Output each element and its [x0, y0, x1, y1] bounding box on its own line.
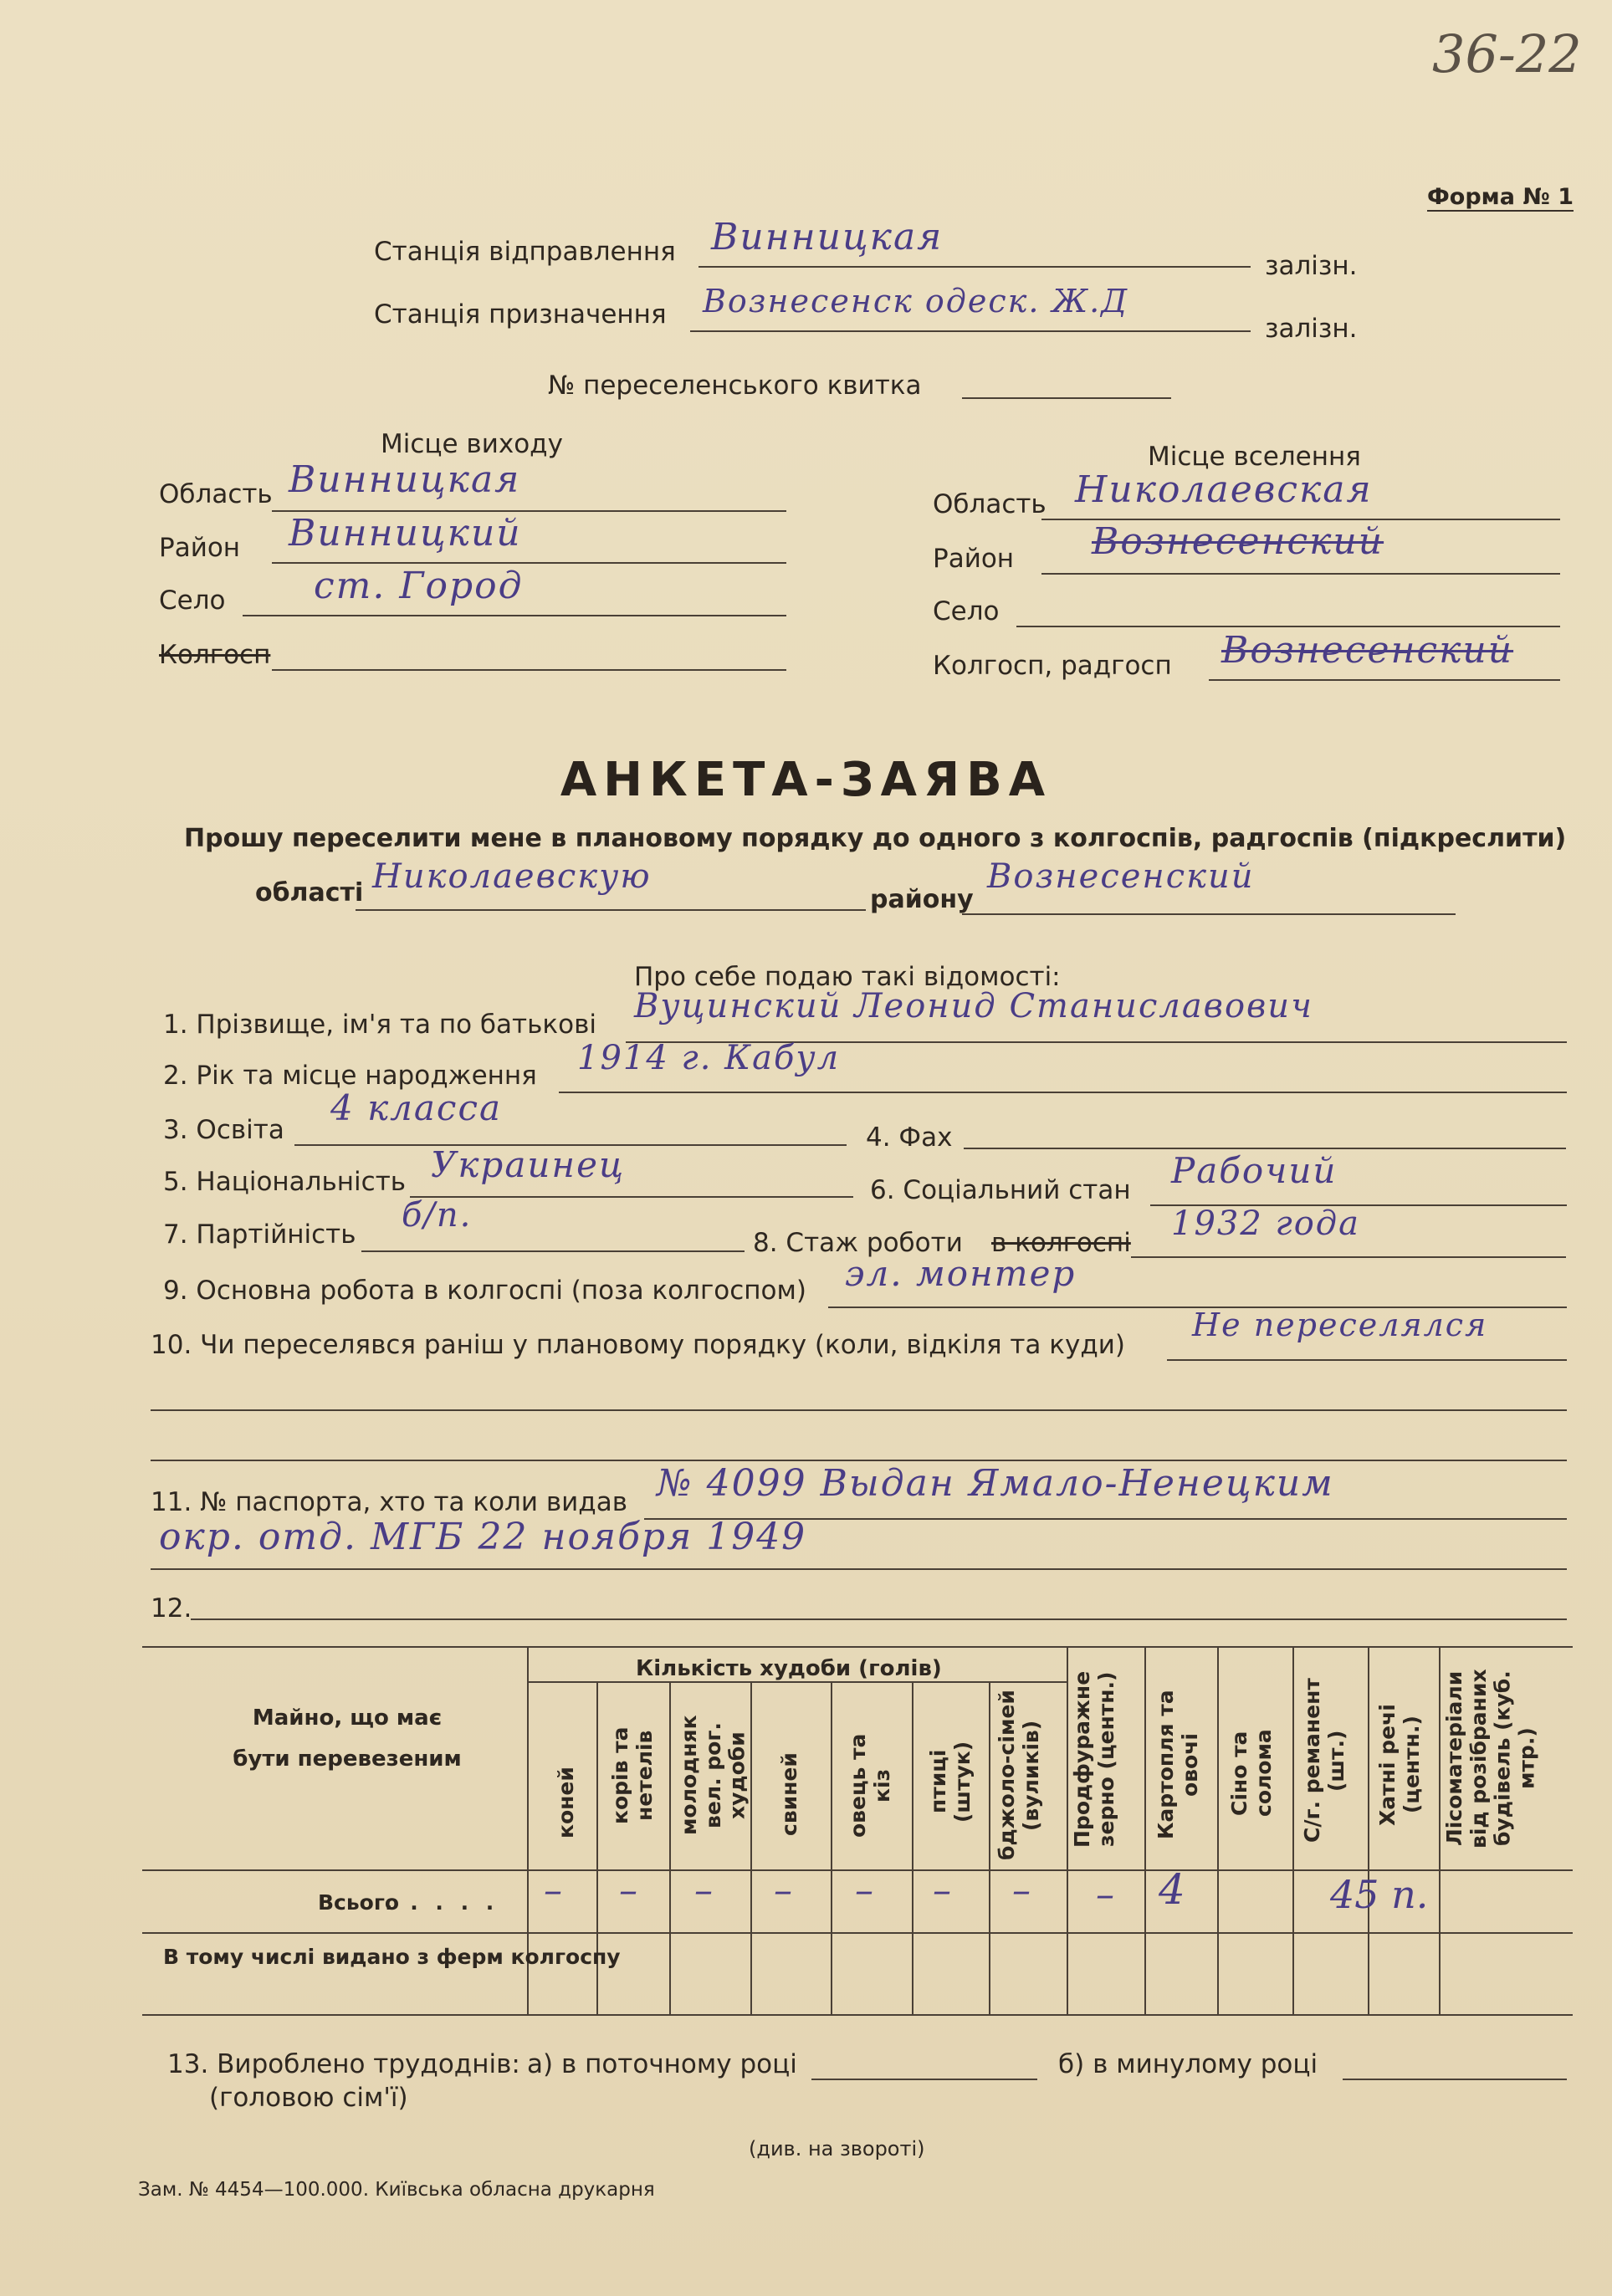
total-poultry: – [933, 1869, 951, 1912]
field-10-value: Не переселялся [1192, 1307, 1488, 1343]
col-cows: корів та нетелів [608, 1726, 657, 1824]
origin-oblast-value: Винницкая [289, 458, 521, 501]
field-3-label: 3. Освіта [163, 1115, 284, 1145]
origin-oblast-label: Область [159, 479, 273, 509]
request-rayon-value: Вознесенский [987, 857, 1255, 896]
ticket-label: № переселенського квитка [548, 371, 922, 401]
station-departure-label: Станція відправлення [374, 237, 676, 267]
rail-suffix-1: залізн. [1265, 251, 1358, 281]
workdays-a-label: а) в поточному році [527, 2049, 797, 2079]
field-3-value: 4 класса [330, 1087, 503, 1128]
workdays-label: 13. Вироблено трудоднів: [167, 2049, 520, 2079]
field-8-strike: в колгоспі [991, 1228, 1131, 1258]
col-poultry: птиці (штук) [926, 1741, 975, 1823]
col-potatoes: Картопля та овочі [1154, 1690, 1202, 1840]
rail-suffix-2: залізн. [1265, 314, 1358, 344]
destination-kolhosp-value: Вознесенский [1221, 629, 1514, 672]
destination-kolhosp-label: Колгосп, радгосп [933, 651, 1172, 681]
col-equipment: С/г. реманент (шт.) [1300, 1678, 1348, 1843]
field-11-value-2: окр. отд. МГБ 22 ноября 1949 [159, 1516, 807, 1558]
col-pigs: свиней [777, 1752, 801, 1836]
document-page: 36-22 Форма № 1 Станція відправлення Винницкая залізн. Станція призначення Вознесенск одеск. Ж.Д залізн. № переселенського квитка Місце виходу Область Винницкая Район Винницкий Село ст. Город Колгосп Місце вселення Область Николаевская Район Вознесенский Село Колгосп, радгосп Вознесенский АНКЕТА-ЗАЯВА Прошу переселити мене в плановому порядку до одного з колгоспів, радгоспів (підкреслити) області Николаевскую району Вознесенский Про себе подаю такі відомості: 1. Прізвище, ім'я та по батькові Вуцинский Леонид Станиславович 2. Рік та місце народження 1914 г. Кабул 3. Освіта 4 класса 4. Фах 5. Національність Украинец 6. Соціальний стан Рабочий 7. Партійність б/п. 8. Стаж роботи в колгоспі 1932 года 9. Основна робота в колгоспі (поза колгоспом) эл. монтер 10. Чи переселявся раніш у плановому порядку (коли, відкіля та куди) Не переселялся 11. № паспорта, хто та коли видав № 4099 Выдан Ямало-Ненецким окр. отд. МГБ 22 ноября 1949 12. Майно, що має бути перевезеним Кількість худоби (голів) коней корів та нетелів молодняк вел. рог. худоби свиней овець та кіз птиці (штук) бджоло-сімей (вуликів) Продфуражне зерно (центн.) Картопля та овочі Сіно та солома С/г. реманент (шт.) Хатні речі (центн.) Лісоматеріали від розібраних будівель (куб. мтр.) Всього . . . . . – – – – – – – – 4 45 п. В тому числі видано з ферм колгоспу 13. Вироблено трудоднів: (головою сім'ї) а) в поточному році б) в минулому році (див. на звороті) Зам. № 4454—100.000. Київська обласна друкарня [0, 0, 1612, 2296]
field-5-value: Украинец [431, 1144, 626, 1185]
total-cows: – [619, 1869, 637, 1912]
field-11-label: 11. № паспорта, хто та коли видав [151, 1487, 627, 1517]
origin-selo-label: Село [159, 586, 226, 616]
see-back-note: (див. на звороті) [749, 2137, 925, 2160]
field-12-label: 12. [151, 1593, 192, 1624]
corner-note: 36-22 [1432, 23, 1582, 84]
form-label: Форма № 1 [1427, 184, 1574, 210]
destination-rayon-value: Вознесенский [1092, 520, 1384, 563]
origin-rayon-value: Винницкий [289, 512, 522, 555]
field-11-value: № 4099 Выдан Ямало-Ненецким [657, 1462, 1334, 1505]
total-grain: – [1096, 1874, 1114, 1916]
request-text: Прошу переселити мене в плановому порядку до одного з колгоспів, радгоспів (підкреслити) [184, 824, 1567, 853]
col-young-cattle: молодняк вел. рог. худоби [677, 1715, 750, 1836]
field-2-value: 1914 г. Кабул [577, 1039, 841, 1077]
intro-text: Про себе подаю такі відомості: [634, 962, 1061, 992]
field-6-label: 6. Соціальний стан [870, 1175, 1131, 1205]
row-farm-label: В тому числі видано з ферм колгоспу [163, 1945, 621, 1969]
field-10-label: 10. Чи переселявся раніш у плановому порядку (коли, відкіля та куди) [151, 1330, 1125, 1360]
destination-rayon-label: Район [933, 544, 1015, 574]
field-7-value: б/п. [402, 1196, 473, 1235]
col-household: Хатні речі (центн.) [1375, 1704, 1424, 1826]
printer-note: Зам. № 4454—100.000. Київська обласна друкарня [138, 2179, 655, 2201]
field-9-label: 9. Основна робота в колгоспі (поза колгоспом) [163, 1276, 806, 1306]
workdays-sub: (головою сім'ї) [209, 2083, 408, 2113]
col-lumber: Лісоматеріали від розібраних будівель (куб. мтр.) [1442, 1669, 1539, 1849]
total-beehives: – [1012, 1869, 1031, 1912]
total-sheep: – [855, 1869, 873, 1912]
field-7-label: 7. Партійність [163, 1220, 356, 1250]
total-pigs: – [774, 1869, 792, 1912]
origin-rayon-label: Район [159, 533, 241, 563]
field-5-label: 5. Національність [163, 1167, 407, 1197]
station-departure-value: Винницкая [711, 216, 944, 258]
request-oblast-label: області [255, 878, 364, 908]
total-potatoes: 4 [1159, 1865, 1185, 1914]
field-9-value: эл. монтер [845, 1253, 1077, 1294]
station-arrival-value: Вознесенск одеск. Ж.Д [703, 283, 1129, 320]
col-sheep: овець та кіз [846, 1733, 894, 1838]
destination-title: Місце вселення [1148, 442, 1361, 472]
request-oblast-value: Николаевскую [372, 857, 652, 896]
total-household: 45 п. [1330, 1872, 1429, 1917]
workdays-b-label: б) в минулому році [1058, 2049, 1318, 2079]
destination-oblast-label: Область [933, 489, 1047, 519]
origin-selo-value: ст. Город [314, 565, 524, 607]
field-1-label: 1. Прізвище, ім'я та по батькові [163, 1010, 596, 1040]
field-4-label: 4. Фах [866, 1122, 953, 1153]
total-horses: – [544, 1869, 562, 1912]
field-6-value: Рабочий [1171, 1150, 1338, 1191]
field-8-label: 8. Стаж роботи [753, 1228, 963, 1258]
page-title: АНКЕТА-ЗАЯВА [560, 753, 1052, 807]
livestock-header: Кількість худоби (голів) [636, 1656, 942, 1681]
station-arrival-label: Станція призначення [374, 299, 667, 330]
origin-kolhosp-label: Колгосп [159, 640, 271, 670]
row-total-label: Всього [318, 1890, 400, 1915]
col-horses: коней [554, 1767, 578, 1838]
property-header: Майно, що має бути перевезеним [233, 1705, 462, 1772]
destination-oblast-value: Николаевская [1075, 468, 1373, 511]
field-1-value: Вуцинский Леонид Станиславович [634, 987, 1313, 1025]
col-grain: Продфуражне зерно (центн.) [1070, 1670, 1118, 1848]
col-beehives: бджоло-сімей (вуликів) [995, 1690, 1043, 1861]
col-hay: Сіно та солома [1227, 1729, 1276, 1818]
field-8-value: 1932 года [1171, 1204, 1361, 1243]
request-rayon-label: району [870, 885, 974, 914]
origin-title: Місце виходу [381, 429, 563, 459]
total-young-cattle: – [694, 1869, 713, 1912]
field-2-label: 2. Рік та місце народження [163, 1061, 537, 1091]
destination-selo-label: Село [933, 596, 1000, 626]
